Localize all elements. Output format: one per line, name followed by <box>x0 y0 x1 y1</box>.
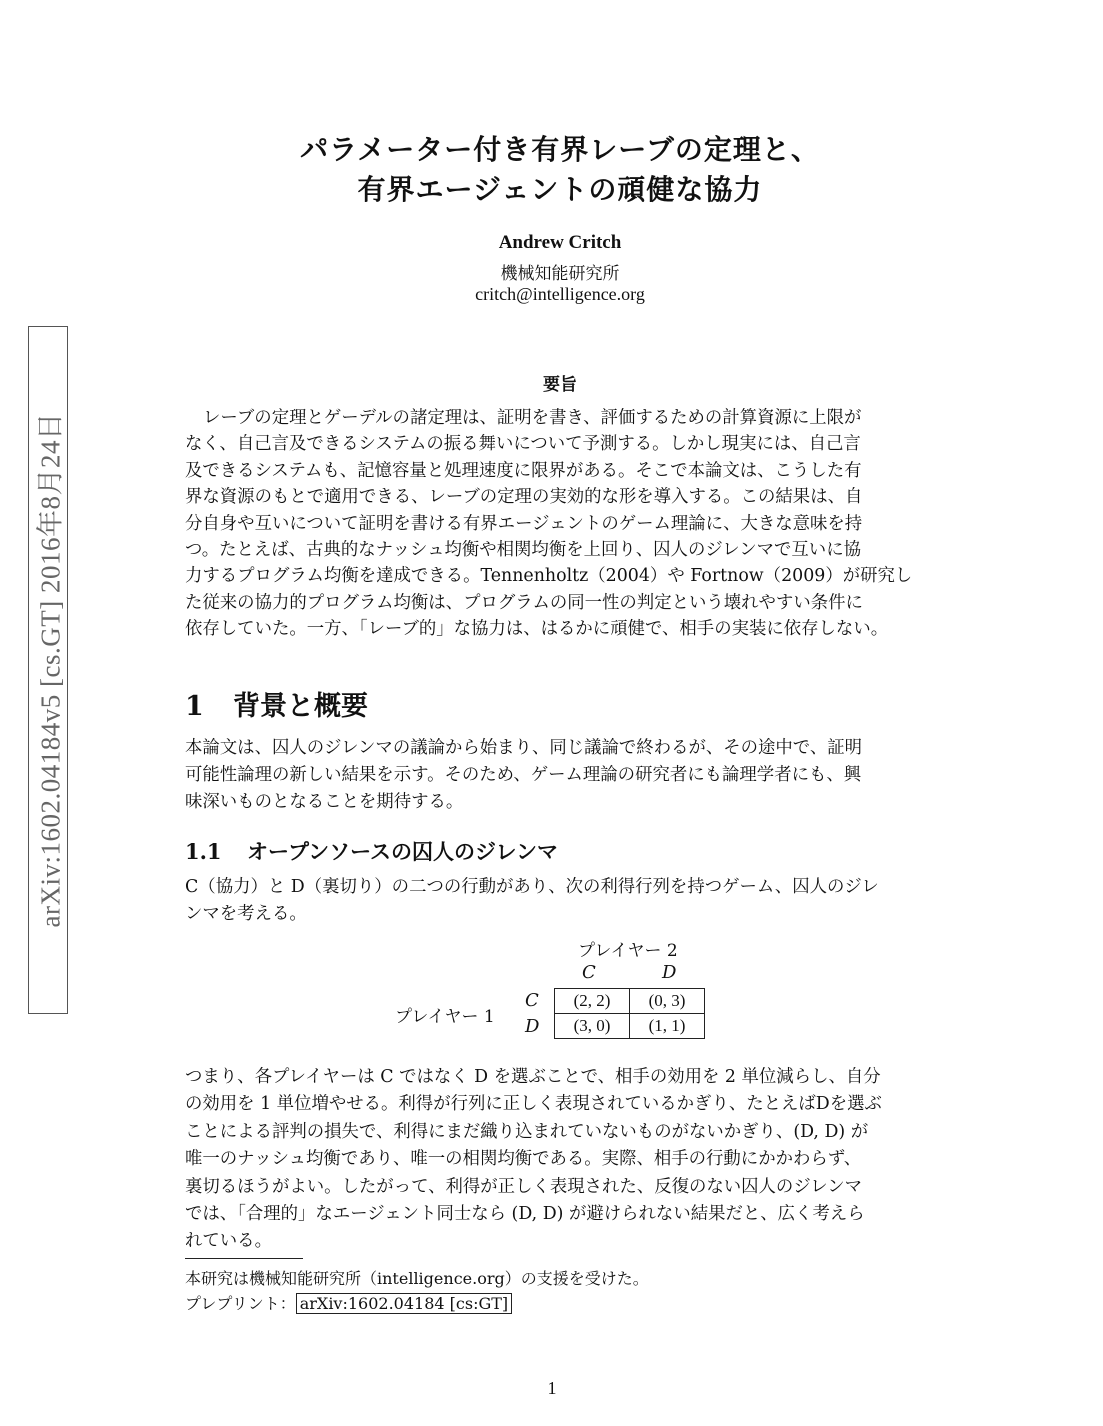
abstract-line: た従来の協力的プログラム均衡は、プログラムの同一性の判定という壊れやすい条件に <box>185 592 863 613</box>
paragraph-line: つまり、各プレイヤーは C ではなく D を選ぶことで、相手の効用を 2 単位減らし、自分 <box>185 1067 881 1087</box>
row-action-c: C <box>525 990 539 1011</box>
abstract-line: 力するプログラム均衡を達成できる。Tennenholtz（2004）や Fortnow（2009）が研究し <box>185 566 913 587</box>
footnote-rule <box>185 1258 303 1259</box>
section-heading <box>185 684 368 723</box>
paragraph-line: れている。 <box>185 1231 272 1252</box>
analysis-paragraph <box>185 1064 920 1256</box>
paragraph-line: C（協力）と D（裏切り）の二つの行動があり、次の利得行列を持つゲーム、囚人のジレ <box>185 877 879 897</box>
subsection-paragraph <box>185 874 920 928</box>
column-action-d: D <box>662 962 677 983</box>
matrix-row <box>555 1014 705 1039</box>
row-action-d: D <box>525 1016 540 1037</box>
abstract-line: 界な資源のもとで適用できる、レーブの定理の実効的な形を導入する。この結果は、自 <box>185 487 863 508</box>
payoff-matrix <box>554 988 705 1039</box>
player2-label: プレイヤー 2 <box>578 941 678 961</box>
section-title: 背景と概要 <box>233 691 368 722</box>
paragraph-line: では、「合理的」なエージェント同士なら (D, D) が避けられない結果だと、広く考えら <box>185 1204 865 1225</box>
footnote-preprint <box>185 1291 649 1316</box>
abstract <box>185 405 918 643</box>
matrix-row <box>555 989 705 1014</box>
subsection-title: オープンソースの囚人のジレンマ <box>247 839 559 864</box>
player1-label: プレイヤー 1 <box>395 1007 495 1027</box>
page-number: 1 <box>547 1378 557 1398</box>
section-paragraph <box>185 735 920 816</box>
column-action-c: C <box>582 962 596 983</box>
author-email: critch@intelligence.org <box>475 284 645 304</box>
matrix-cell: (1, 1) <box>630 1014 705 1039</box>
arxiv-stamp-text: arXiv:1602.04184v5 [cs.GT] 2016年8月24日 <box>35 412 66 928</box>
paragraph-line: 味深いものとなることを期待する。 <box>185 792 464 812</box>
arxiv-stamp <box>28 326 68 1014</box>
footnote-preprint-label: プレプリント： <box>185 1294 296 1313</box>
abstract-line: つ。たとえば、古典的なナッシュ均衡や相関均衡を上回り、囚人のジレンマで互いに協 <box>185 540 861 561</box>
abstract-line: レーブの定理とゲーデルの諸定理は、証明を書き、評価するための計算資源に上限が <box>203 408 862 428</box>
paragraph-line: の効用を 1 単位増やせる。利得が行列に正しく表現されているかぎり、たとえばDを選ぶ <box>185 1094 882 1115</box>
paragraph-line: ンマを考える。 <box>185 904 307 924</box>
section-number: 1 <box>185 691 204 722</box>
abstract-heading: 要旨 <box>543 375 577 395</box>
matrix-cell: (3, 0) <box>555 1014 630 1039</box>
abstract-line: 依存していた。一方、「レーブ的」な協力は、はるかに頑健で、相手の実装に依存しない。 <box>185 619 889 640</box>
abstract-line: なく、自己言及できるシステムの振る舞いについて予測する。しかし現実には、自己言 <box>185 434 861 455</box>
author-affiliation: 機械知能研究所 <box>500 264 620 284</box>
subsection-heading <box>185 836 558 866</box>
abstract-line: 及できるシステムも、記憶容量と処理速度に限界がある。そこで本論文は、こうした有 <box>185 460 862 481</box>
matrix-cell: (0, 3) <box>630 989 705 1014</box>
preprint-link[interactable]: arXiv:1602.04184 [cs:GT] <box>296 1293 512 1314</box>
paragraph-line: 唯一のナッシュ均衡であり、唯一の相関均衡である。実際、相手の行動にかかわらず、 <box>185 1149 862 1170</box>
matrix-cell: (2, 2) <box>555 989 630 1014</box>
paragraph-line: ことによる評判の損失で、利得にまだ織り込まれていないものがないかぎり、(D, D) が <box>185 1121 869 1142</box>
footnote <box>185 1266 649 1316</box>
subsection-number: 1.1 <box>185 839 222 864</box>
abstract-line: 分自身や互いについて証明を書ける有界エージェントのゲーム理論に、大きな意味を持 <box>185 513 863 534</box>
author-name: Andrew Critch <box>498 232 622 253</box>
title-line-1: パラメーター付き有界レーブの定理と、 <box>300 133 820 166</box>
paragraph-line: 裏切るほうがよい。したがって、利得が正しく表現された、反復のない囚人のジレンマ <box>185 1176 863 1197</box>
paragraph-line: 可能性論理の新しい結果を示す。そのため、ゲーム理論の研究者にも論理学者にも、興 <box>185 765 862 785</box>
footnote-funding: 本研究は機械知能研究所（intelligence.org）の支援を受けた。 <box>185 1269 649 1288</box>
paragraph-line: 本論文は、囚人のジレンマの議論から始まり、同じ議論で終わるが、その途中で、証明 <box>185 738 863 758</box>
title-line-2: 有界エージェントの頑健な協力 <box>357 173 763 206</box>
